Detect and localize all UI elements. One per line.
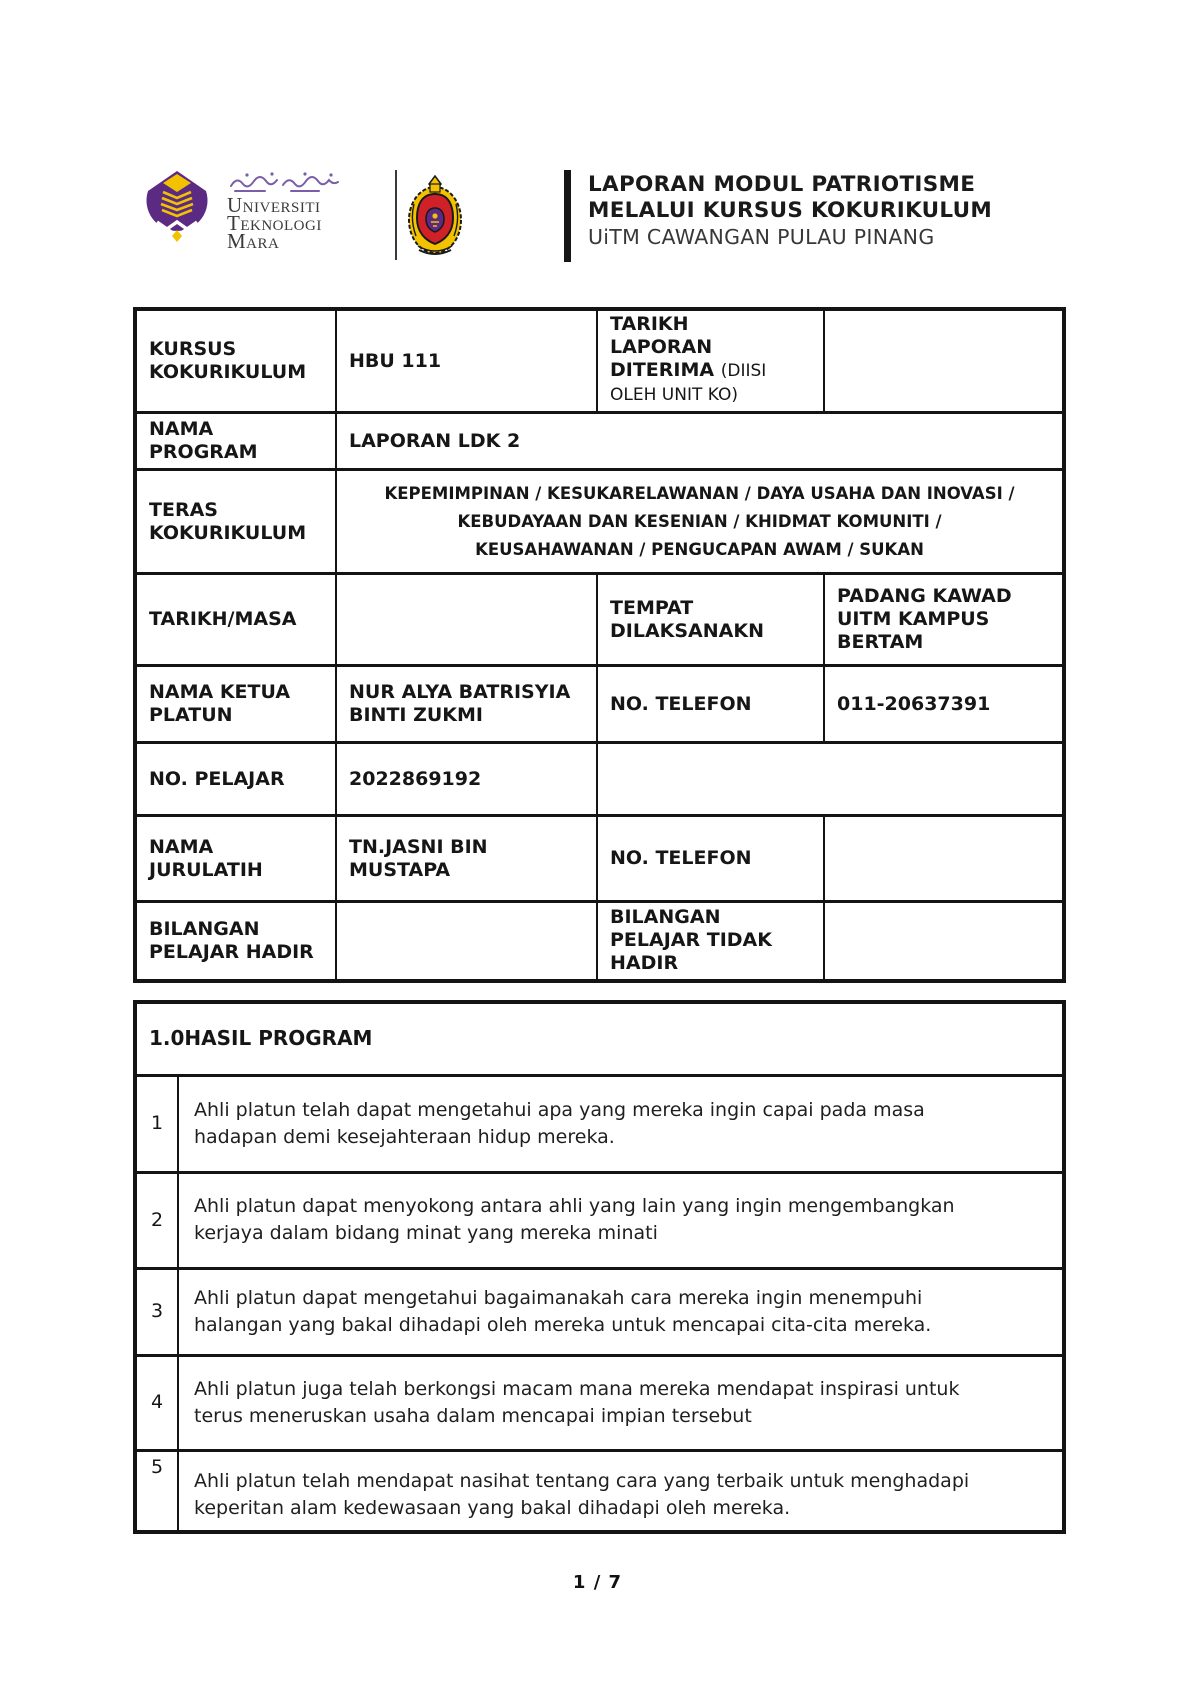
table-row bbox=[135, 1075, 1064, 1172]
nama-program-value: LAPORAN LDK 2 bbox=[336, 413, 1064, 470]
teras-kokurikulum-label: TERAS KOKURIKULUM bbox=[135, 470, 336, 574]
table-row bbox=[135, 743, 1064, 816]
tarikh-laporan-note1: (DIISI bbox=[720, 361, 767, 381]
table-row bbox=[135, 1355, 1064, 1450]
kursus-kokurikulum-label: KURSUS KOKURIKULUM bbox=[135, 309, 336, 413]
header-divider-line bbox=[395, 170, 397, 260]
item-number: 5 bbox=[135, 1450, 178, 1532]
nama-ketua-platun-label: NAMA KETUA PLATUN bbox=[135, 666, 336, 743]
item-number: 2 bbox=[135, 1172, 178, 1268]
table-row bbox=[135, 413, 1064, 470]
table-row bbox=[135, 309, 1064, 413]
nama-program-label: NAMA PROGRAM bbox=[135, 413, 336, 470]
item-text: Ahli platun dapat mengetahui bagaimanakah cara mereka ingin menempuhi halangan yang bakal dihadapi oleh mereka untuk mencapai cita-cita mereka. bbox=[178, 1268, 1064, 1355]
hasil-program-table bbox=[133, 1000, 1066, 1534]
table-row bbox=[135, 902, 1064, 982]
title-line-3: UiTM CAWANGAN PULAU PINANG bbox=[588, 225, 935, 249]
no-telefon-jurulatih-value-cell bbox=[824, 816, 1064, 902]
nama-jurulatih-label: NAMA JURULATIH bbox=[135, 816, 336, 902]
title-line-2: MELALUI KURSUS KOKURIKULUM bbox=[588, 198, 993, 223]
uitm-arabic-calligraphy-icon bbox=[227, 170, 355, 194]
tarikh-masa-value-cell bbox=[336, 574, 597, 666]
tarikh-laporan-line1: TARIKH bbox=[610, 313, 689, 335]
logo-word-mara: Mara bbox=[227, 229, 280, 253]
logo-word-teknologi: Teknologi bbox=[227, 211, 322, 235]
bilangan-tidak-hadir-label: BILANGAN PELAJAR TIDAK HADIR bbox=[597, 902, 824, 982]
teras-kokurikulum-value: KEPEMIMPINAN / KESUKARELAWANAN / DAYA USAHA DAN INOVASI / KEBUDAYAAN DAN KESENIAN / KHIDMAT KOMUNITI / KEUSAHAWANAN / PENGUCAPAN AWAM / SUKAN bbox=[336, 470, 1064, 574]
item-text: Ahli platun dapat menyokong antara ahli yang lain yang ingin mengembangkan kerjaya dalam bidang minat yang mereka minati bbox=[178, 1172, 1064, 1268]
title-line-1: LAPORAN MODUL PATRIOTISME bbox=[588, 172, 976, 197]
no-telefon-jurulatih-label: NO. TELEFON bbox=[597, 816, 824, 902]
header-vertical-bar bbox=[564, 170, 571, 262]
tarikh-laporan-diterima-label bbox=[597, 309, 824, 413]
bilangan-hadir-value-cell bbox=[336, 902, 597, 982]
table-row bbox=[135, 1172, 1064, 1268]
tarikh-laporan-note2: OLEH UNIT KO) bbox=[610, 385, 738, 405]
no-pelajar-label: NO. PELAJAR bbox=[135, 743, 336, 816]
tempat-dilaksanakan-label: TEMPAT DILAKSANAKN bbox=[597, 574, 824, 666]
table-row bbox=[135, 1268, 1064, 1355]
hasil-program-heading: 1.0HASIL PROGRAM bbox=[135, 1002, 1064, 1075]
table-header-row bbox=[135, 1002, 1064, 1075]
uitm-logo-icon bbox=[145, 170, 209, 258]
no-telefon-ketua-label: NO. TELEFON bbox=[597, 666, 824, 743]
tarikh-laporan-line2: LAPORAN bbox=[610, 336, 713, 358]
document-header bbox=[145, 150, 992, 265]
nama-jurulatih-value: TN.JASNI BIN MUSTAPA bbox=[336, 816, 597, 902]
item-number: 4 bbox=[135, 1355, 178, 1450]
tarikh-masa-label: TARIKH/MASA bbox=[135, 574, 336, 666]
document-title bbox=[588, 172, 992, 250]
item-text: Ahli platun juga telah berkongsi macam mana mereka mendapat inspirasi untuk terus meneruskan usaha dalam mencapai impian tersebut bbox=[178, 1355, 1064, 1450]
nama-ketua-platun-value: NUR ALYA BATRISYIA BINTI ZUKMI bbox=[336, 666, 597, 743]
kursus-kokurikulum-value: HBU 111 bbox=[336, 309, 597, 413]
no-pelajar-value: 2022869192 bbox=[336, 743, 597, 816]
no-pelajar-extra-cell bbox=[597, 743, 1064, 816]
no-telefon-ketua-value: 011-20637391 bbox=[824, 666, 1064, 743]
bilangan-tidak-hadir-value-cell bbox=[824, 902, 1064, 982]
item-number: 1 bbox=[135, 1075, 178, 1172]
item-number: 3 bbox=[135, 1268, 178, 1355]
page-number: 1 / 7 bbox=[572, 1572, 623, 1593]
item-text: Ahli platun telah dapat mengetahui apa yang mereka ingin capai pada masa hadapan demi kesejahteraan hidup mereka. bbox=[178, 1075, 1064, 1172]
table-row bbox=[135, 816, 1064, 902]
table-row bbox=[135, 666, 1064, 743]
table-row bbox=[135, 574, 1064, 666]
item-text: Ahli platun telah mendapat nasihat tentang cara yang terbaik untuk menghadapi keperitan alam kedewasaan yang bakal dihadapi oleh mereka. bbox=[178, 1450, 1064, 1532]
tarikh-laporan-line3: DITERIMA bbox=[610, 359, 715, 381]
table-row bbox=[135, 470, 1064, 574]
tarikh-laporan-value-cell bbox=[824, 309, 1064, 413]
bilangan-hadir-label: BILANGAN PELAJAR HADIR bbox=[135, 902, 336, 982]
tempat-dilaksanakan-value: PADANG KAWAD UITM KAMPUS BERTAM bbox=[824, 574, 1064, 666]
table-row bbox=[135, 1450, 1064, 1532]
regiment-crest-icon bbox=[406, 170, 464, 262]
course-info-table bbox=[133, 307, 1066, 983]
logo-word-universiti: Universiti bbox=[227, 193, 321, 217]
uitm-wordmark bbox=[227, 170, 359, 253]
